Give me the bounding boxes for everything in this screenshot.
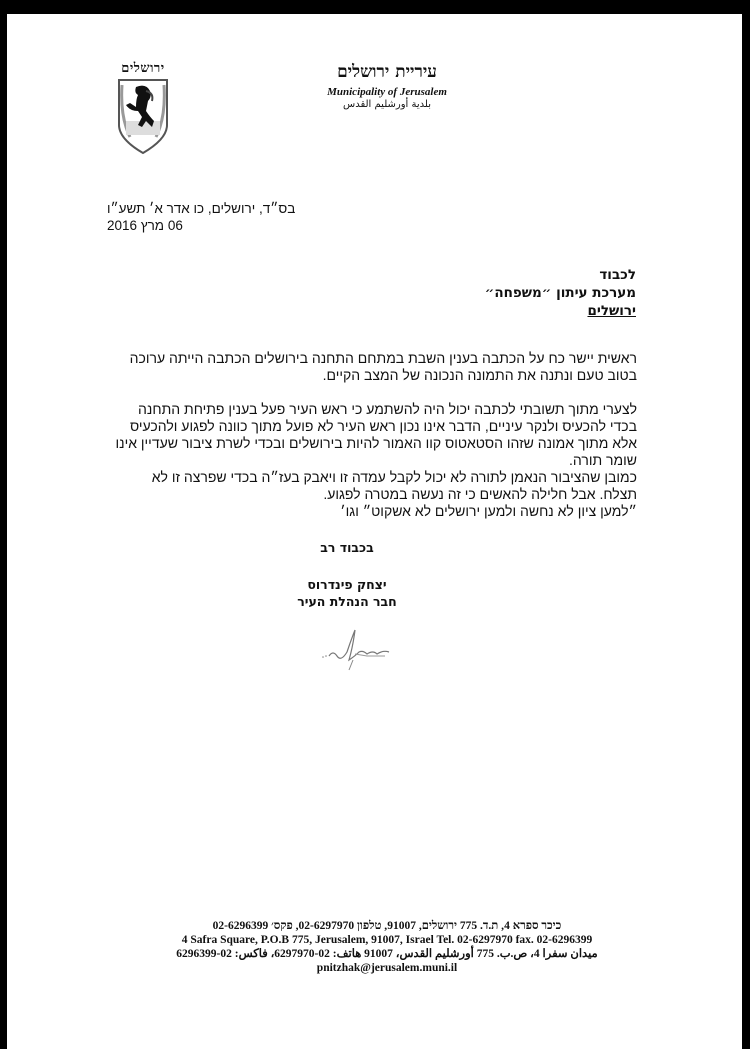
footer-email: pnitzhak@jerusalem.muni.il bbox=[316, 962, 458, 974]
footer-address-arabic: ميدان سفرا 4، ص.ب. 775 أورشليم القدس، 91007 هاتف: 02-6297970، فاكس: 02-6296399 bbox=[176, 948, 598, 960]
municipality-name-hebrew: עיריית ירושלים bbox=[337, 62, 437, 82]
gregorian-date: 06 מרץ 2016 bbox=[107, 218, 183, 233]
addressee: מערכת עיתון ״משפחה״ bbox=[484, 285, 636, 301]
body-paragraph: ראשית יישר כח על הכתבה בענין השבת במתחם התחנה בירושלים הכתבה הייתה ערוכה בטוב טעם ונתנה את התמונה הנכונה של המצב הקיים. bbox=[129, 350, 637, 383]
signer-block bbox=[247, 576, 447, 610]
hebrew-date: בס״ד, ירושלים, כו אדר א׳ תשע״ו bbox=[107, 201, 296, 216]
body-quote: ״למען ציון לא נחשה ולמען ירושלים לא אשקוט״ וגו׳ bbox=[340, 503, 637, 519]
dateline bbox=[107, 200, 297, 234]
lion-shield-icon bbox=[116, 77, 170, 155]
sign-off: בכבוד רב bbox=[320, 540, 374, 555]
jerusalem-emblem bbox=[108, 60, 178, 155]
municipality-name-arabic: بلدية أورشليم القدس bbox=[343, 99, 431, 110]
emblem-title: ירושלים bbox=[121, 61, 165, 76]
body-paragraph: כמובן שהציבור הנאמן לתורה לא יכול לקבל עמדה זו ויאבק בעז״ה בכדי שפרצה זו לא תצלח. אבל חלילה להאשים כי זה נעשה במטרה לפגוע. bbox=[151, 469, 637, 502]
letter-footer bbox=[107, 919, 667, 975]
letter-body bbox=[115, 350, 637, 520]
footer-address-hebrew: כיכר ספרא 4, ת.ד. 775 ירושלים, 91007, טלפון 02-6297970, פקס׳ 02-6296399 bbox=[212, 920, 562, 932]
salutation: לכבוד bbox=[599, 267, 636, 283]
recipient-block bbox=[336, 266, 636, 320]
signer-title: חבר הנהלת העיר bbox=[297, 594, 397, 609]
footer-address-english: 4 Safra Square, P.O.B 775, Jerusalem, 91007, Israel Tel. 02-6297970 fax. 02-6296399 bbox=[181, 934, 593, 946]
letter-page bbox=[7, 14, 742, 1049]
signer-name: יצחק פינדרוס bbox=[307, 577, 387, 592]
body-paragraph: לצערי מתוך תשובתי לכתבה יכול היה להשתמע כי ראש העיר פעל בענין פתיחת התחנה בכדי להכעיס ולנקר עיניים, הדבר אינו נכון ראש העיר לא פועל מתוך כוונה לפגוע ולהכעיס אלא מתוך אמונה שזהו הסטאטוס קוו האמור להיות בירושלים ובכדי לשרת ציבור שעדיין אינו שומר תורה. bbox=[115, 401, 637, 468]
recipient-city: ירושלים bbox=[587, 303, 636, 319]
handwritten-signature-icon bbox=[319, 626, 399, 676]
municipality-name-english: Municipality of Jerusalem bbox=[327, 86, 447, 98]
